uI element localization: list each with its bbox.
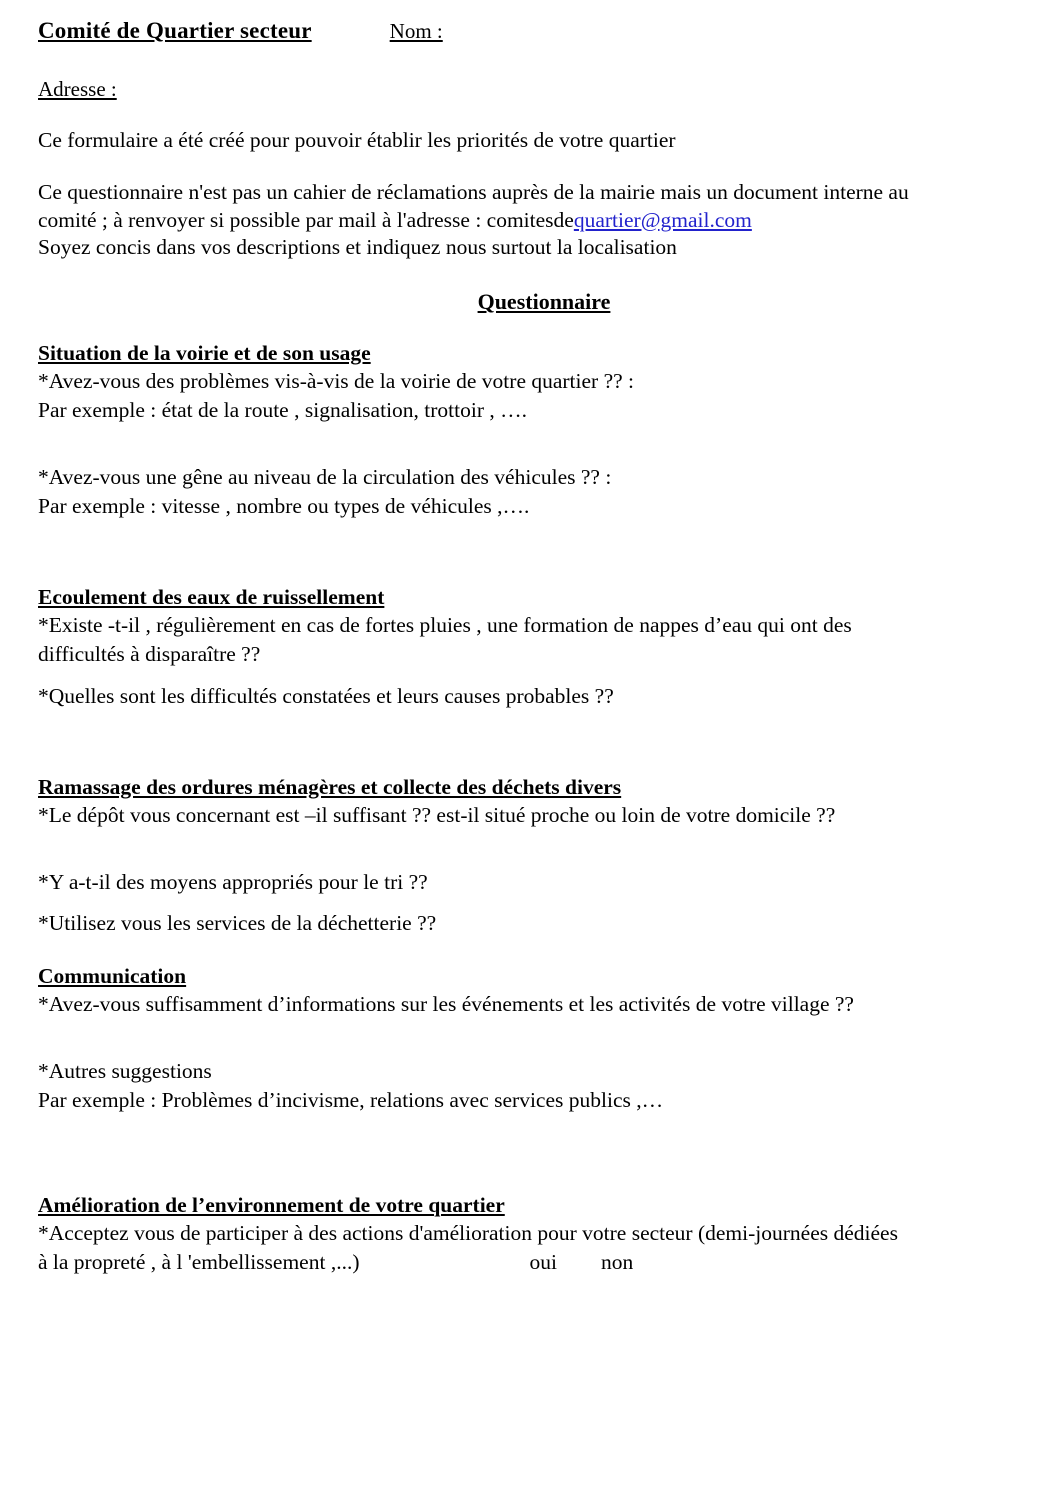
answer-space-communication-1 xyxy=(38,1019,1020,1057)
notice-line-3: Soyez concis dans vos descriptions et indiquez nous surtout la localisation xyxy=(38,235,677,260)
section-ecoulement-question-1a: *Existe -t-il , régulièrement en cas de fortes pluies , une formation de nappes d’eau qui ont des xyxy=(38,613,852,638)
section-ecoulement-title: Ecoulement des eaux de ruissellement xyxy=(38,585,385,610)
answer-space-voirie-2 xyxy=(38,521,1020,559)
section-ecoulement-question-2: *Quelles sont les difficultés constatées et leurs causes probables ?? xyxy=(38,683,614,708)
section-communication-question-2: *Autres suggestions xyxy=(38,1058,212,1083)
answer-space-ramassage-2 xyxy=(38,897,1020,909)
section-voirie-example-1: Par exemple : état de la route , signalisation, trottoir , …. xyxy=(38,398,527,423)
notice-line-2-text: comité ; à renvoyer si possible par mail à l'adresse : comitesde xyxy=(38,207,574,232)
answer-space-ecoulement-1 xyxy=(38,670,1020,682)
answer-space-ecoulement-2 xyxy=(38,711,1020,749)
notice-line-2 xyxy=(38,207,1020,235)
notice-line-1: Ce questionnaire n'est pas un cahier de réclamations auprès de la mairie mais un document interne au xyxy=(38,179,909,204)
section-voirie-example-2: Par exemple : vitesse , nombre ou types de véhicules ,…. xyxy=(38,494,530,519)
section-ramassage-question-3: *Utilisez vous les services de la déchetterie ?? xyxy=(38,910,437,935)
questionnaire-heading-text: Questionnaire xyxy=(477,289,611,315)
answer-space-voirie-1 xyxy=(38,425,1020,463)
section-amelioration-question-b xyxy=(38,1248,1020,1277)
document-header xyxy=(38,18,1020,44)
section-communication-question-1: *Avez-vous suffisamment d’informations sur les événements et les activités de votre village ?? xyxy=(38,991,854,1016)
answer-space-ramassage-1 xyxy=(38,830,1020,868)
section-communication-example-2: Par exemple : Problèmes d’incivisme, relations avec services publics ,… xyxy=(38,1087,664,1112)
option-non[interactable]: non xyxy=(600,1249,634,1274)
section-ramassage xyxy=(38,775,1020,938)
section-communication-title: Communication xyxy=(38,963,187,988)
section-voirie-title: Situation de la voirie et de son usage xyxy=(38,341,371,366)
oui-non-choice xyxy=(529,1248,633,1277)
section-amelioration-question-a: *Acceptez vous de participer à des actions d'amélioration pour votre secteur (demi-journées dédiées xyxy=(38,1220,898,1245)
section-ramassage-question-1: *Le dépôt vous concernant est –il suffisant ?? est-il situé proche ou loin de votre domicile ?? xyxy=(38,802,836,827)
notice-paragraph xyxy=(38,179,1020,263)
section-ramassage-question-2: *Y a-t-il des moyens appropriés pour le tri ?? xyxy=(38,869,428,894)
page-title: Comité de Quartier secteur xyxy=(38,18,312,43)
section-communication xyxy=(38,964,1020,1167)
section-ramassage-title: Ramassage des ordures ménagères et collecte des déchets divers xyxy=(38,774,622,799)
section-ecoulement-question-1b: difficultés à disparaître ?? xyxy=(38,642,261,667)
option-oui[interactable]: oui xyxy=(529,1249,557,1274)
section-amelioration-title: Amélioration de l’environnement de votre quartier xyxy=(38,1192,505,1217)
questionnaire-heading xyxy=(38,289,1020,315)
email-link[interactable]: quartier@gmail.com xyxy=(573,207,752,232)
name-field-label: Nom : xyxy=(389,19,443,43)
address-field-label: Adresse : xyxy=(38,77,117,101)
section-amelioration xyxy=(38,1193,1020,1277)
section-voirie-question-1: *Avez-vous des problèmes vis-à-vis de la voirie de votre quartier ?? : xyxy=(38,369,635,394)
section-voirie-question-2: *Avez-vous une gêne au niveau de la circulation des véhicules ?? : xyxy=(38,465,612,490)
section-voirie xyxy=(38,341,1020,559)
answer-space-communication-2 xyxy=(38,1115,1020,1167)
section-amelioration-question-b-text: à la propreté , à l 'embellissement ,...) xyxy=(38,1249,360,1274)
intro-paragraph: Ce formulaire a été créé pour pouvoir établir les priorités de votre quartier xyxy=(38,128,676,152)
section-ecoulement xyxy=(38,585,1020,748)
